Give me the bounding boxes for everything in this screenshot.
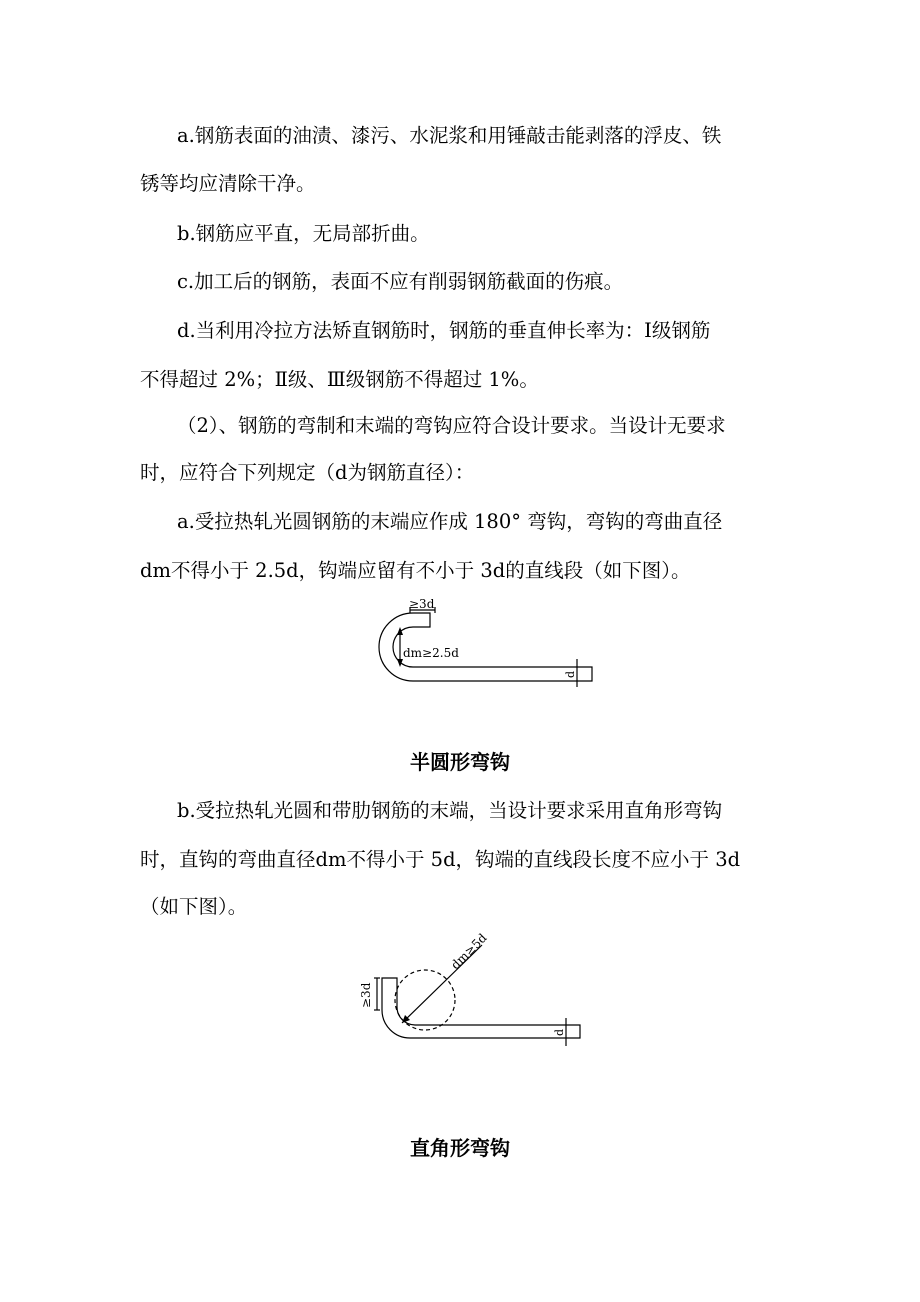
fig2-length-label: ≥3d [359,982,373,1008]
fig1-dm-label: dm≥2.5d [403,646,459,660]
para-2a-line2: dm不得小于 2.5d，钩端应留有不小于 3d的直线段（如下图）。 [140,559,691,582]
fig1-length-label: ≥3d [409,597,435,611]
figure2-caption: 直角形弯钩 [410,1136,510,1160]
figure1-caption: 半圆形弯钩 [410,750,510,774]
para-2a-line1: a.受拉热轧光圆钢筋的末端应作成 180° 弯钩，弯钩的弯曲直径 [177,510,723,533]
para-d-line2: 不得超过 2%；Ⅱ级、Ⅲ级钢筋不得超过 1%。 [140,368,539,391]
para-2b-line2: 时，直钩的弯曲直径dm不得小于 5d，钩端的直线段长度不应小于 3d [140,848,741,871]
para-a-line1: a.钢筋表面的油渍、漆污、水泥浆和用锤敲击能剥落的浮皮、铁 [177,124,722,147]
para-a-line2: 锈等均应清除干净。 [140,172,316,195]
semicircular-hook-diagram [370,597,610,700]
para-2b-line3: （如下图）。 [140,895,248,918]
para-c: c.加工后的钢筋，表面不应有削弱钢筋截面的伤痕。 [177,270,624,293]
para-2b-line1: b.受拉热轧光圆和带肋钢筋的末端，当设计要求采用直角形弯钩 [177,799,723,822]
fig1-d-label: d [564,670,577,678]
fig2-dm-label: dm≥5d [448,930,490,973]
para-2-line2: 时，应符合下列规定（d为钢筋直径）： [140,461,475,484]
para-2-line1: （2）、钢筋的弯制和末端的弯钩应符合设计要求。当设计无要求 [177,414,726,437]
para-d-line1: d.当利用冷拉方法矫直钢筋时，钢筋的垂直伸长率为：Ⅰ级钢筋 [177,319,711,342]
para-b: b.钢筋应平直，无局部折曲。 [177,222,430,245]
fig2-d-label: d [553,1028,566,1036]
right-angle-hook-diagram [360,930,600,1055]
